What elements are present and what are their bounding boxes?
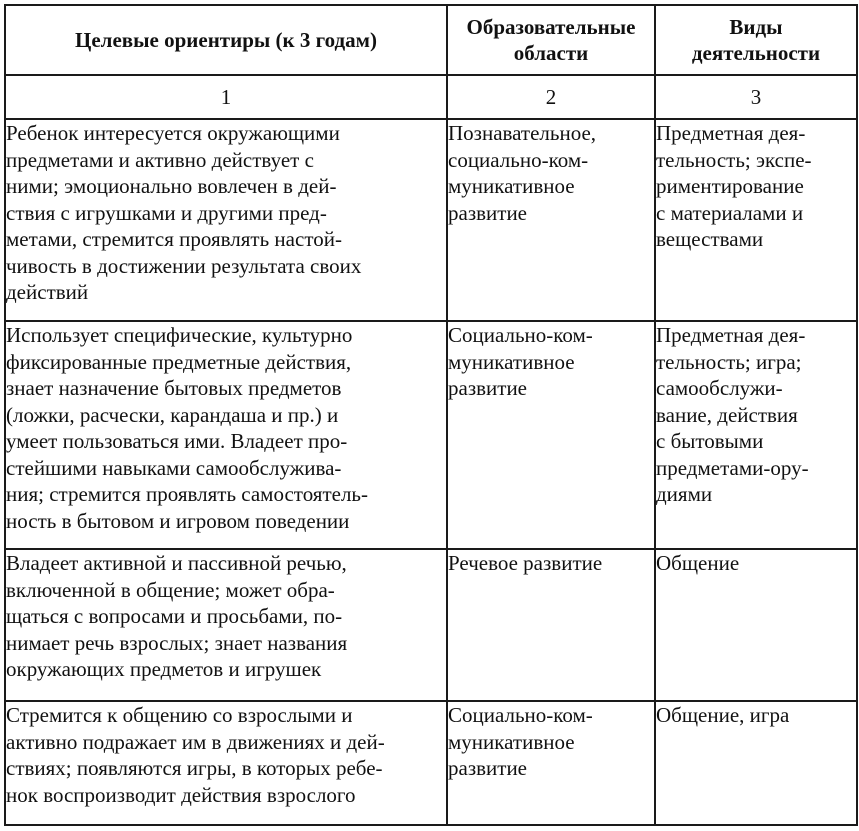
area-text-line: муникативное [448, 174, 575, 198]
area-text-line: развитие [448, 200, 528, 225]
goal-text-line: знает назначение бытовых предметов [6, 376, 342, 400]
activity-text-line: предметами-ору- [656, 455, 809, 480]
goal-text-line: ния; стремится проявлять самостоятель- [6, 482, 369, 506]
goal-text-line: ствия с игрушками и другими пред- [6, 200, 327, 225]
activity-cell [655, 119, 857, 321]
activity-text-line: Общение [656, 551, 740, 575]
goal-text-line: умеет пользоваться ими. Владеет про- [6, 429, 348, 453]
area-text-line: развитие [448, 756, 528, 780]
column-number: 2 [447, 75, 655, 119]
area-cell [447, 701, 655, 825]
goal-text-line: включенной в общение; может обра- [6, 577, 335, 602]
activity-cell [655, 549, 857, 701]
area-text-line: Речевое развитие [448, 551, 603, 575]
header-activities: Виды деятельности [655, 5, 857, 75]
table-row [5, 321, 857, 549]
table-body [5, 119, 857, 825]
header-areas: Образовательные области [447, 5, 655, 75]
goal-cell [5, 701, 447, 825]
area-cell [447, 321, 655, 549]
header-row [5, 5, 857, 75]
activity-text-line: Общение, игра [656, 703, 790, 727]
goal-text-line: чивость в достижении результата своих [6, 253, 362, 278]
area-text-line: развитие [448, 376, 528, 400]
area-text-line: муникативное [448, 349, 575, 374]
table-row [5, 549, 857, 701]
table-row [5, 701, 857, 825]
goal-text-line: метами, стремится проявлять настой- [6, 227, 342, 251]
goal-cell [5, 321, 447, 549]
goal-text-line: нимает речь взрослых; знает названия [6, 630, 348, 655]
activity-cell [655, 701, 857, 825]
activity-cell [655, 321, 857, 549]
goal-text-line: активно подражает им в движениях и дей- [6, 729, 385, 754]
targets-table [4, 4, 858, 826]
table-row [5, 119, 857, 321]
activity-text-line: самообслужи- [656, 376, 783, 400]
goal-text-line: (ложки, расчески, карандаша и пр.) и [6, 402, 339, 427]
activity-text-line: тельность; игра; [656, 349, 802, 374]
activity-text-line: Предметная дея- [656, 323, 806, 347]
goal-cell [5, 119, 447, 321]
goal-text-line: стейшими навыками самообслужива- [6, 455, 342, 480]
goal-text-line: ствиях; появляются игры, в которых ребе- [6, 756, 383, 780]
goal-cell [5, 549, 447, 701]
activity-text-line: вание, действия [656, 402, 798, 427]
activity-text-line: с бытовыми [656, 429, 764, 453]
activity-text-line: Предметная дея- [656, 121, 806, 145]
activity-text-line: веществами [656, 227, 764, 251]
area-text-line: муникативное [448, 729, 575, 754]
column-number-row [5, 75, 857, 119]
goal-text-line: фиксированные предметные действия, [6, 349, 352, 374]
area-cell [447, 119, 655, 321]
goal-text-line: Владеет активной и пассивной речью, [6, 551, 347, 575]
goal-text-line: Стремится к общению со взрослыми и [6, 703, 353, 727]
activity-text-line: тельность; экспе- [656, 147, 812, 172]
goal-text-line: Ребенок интересуется окружающими [6, 121, 340, 145]
goal-text-line: окружающих предметов и игрушек [6, 657, 322, 681]
goal-text-line: действий [6, 280, 89, 304]
goal-text-line: щаться с вопросами и просьбами, по- [6, 604, 343, 628]
area-cell [447, 549, 655, 701]
activity-text-line: с материалами и [656, 200, 804, 225]
area-text-line: социально-ком- [448, 147, 589, 172]
goal-text-line: ность в бытовом и игровом поведении [6, 508, 350, 533]
goal-text-line: Использует специфические, культурно [6, 323, 353, 347]
area-text-line: Познавательное, [448, 121, 597, 145]
column-number: 3 [655, 75, 857, 119]
area-text-line: Социально-ком- [448, 703, 593, 727]
goal-text-line: нок воспроизводит действия взрослого [6, 782, 356, 807]
goal-text-line: ними; эмоционально вовлечен в дей- [6, 174, 337, 198]
header-goals: Целевые ориентиры (к 3 годам) [5, 5, 447, 75]
activity-text-line: риментирование [656, 174, 804, 198]
area-text-line: Социально-ком- [448, 323, 593, 347]
activity-text-line: диями [656, 482, 713, 506]
goal-text-line: предметами и активно действует с [6, 147, 314, 172]
column-number: 1 [5, 75, 447, 119]
